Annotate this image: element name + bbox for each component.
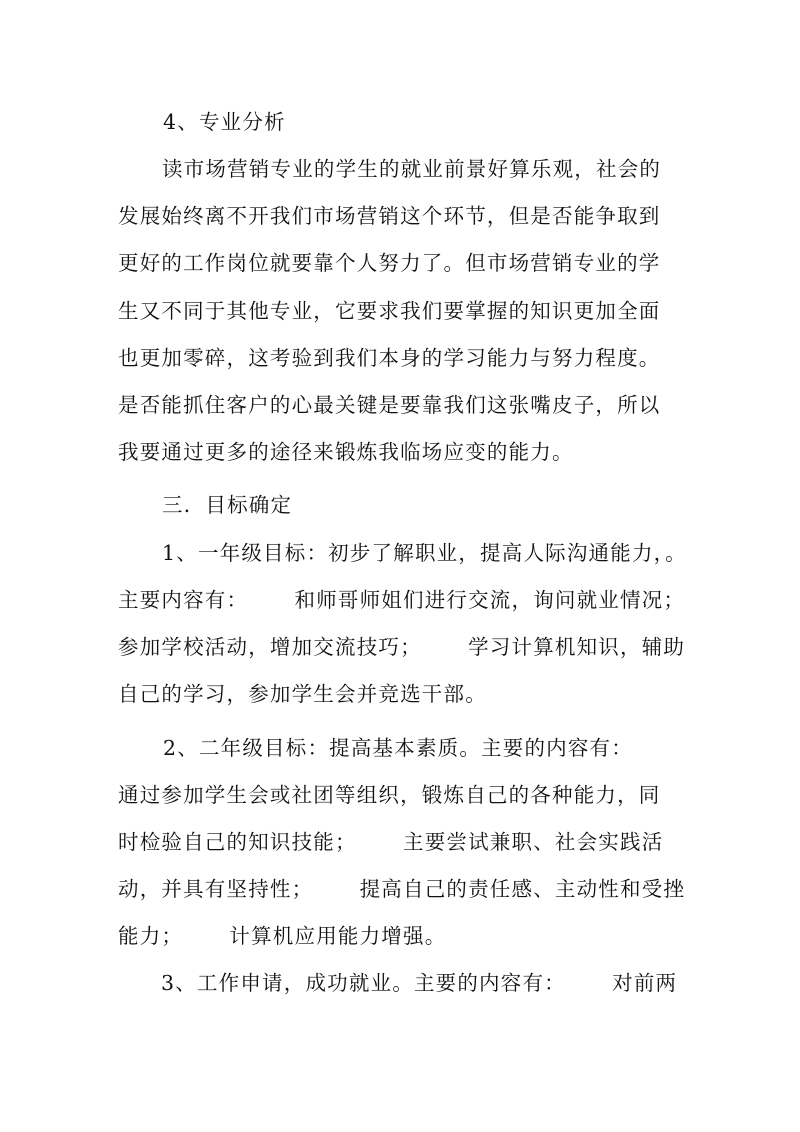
section-heading-goal-setting: 三．目标确定 [162, 493, 293, 517]
paragraph-line: 是否能抓住客户的心最关键是要靠我们这张嘴皮子，所以 [118, 393, 661, 417]
paragraph-line: 2、二年级目标：提高基本素质。主要的内容有： [163, 736, 633, 760]
paragraph-line: 自己的学习，参加学生会并竞选干部。 [118, 682, 487, 706]
paragraph-line: 更好的工作岗位就要靠个人努力了。但市场营销专业的学 [118, 251, 661, 275]
paragraph-line: 主要内容有： 和师哥师姐们进行交流，询问就业情况； [118, 588, 686, 612]
paragraph-line: 生又不同于其他专业，它要求我们要掌握的知识更加全面 [118, 299, 661, 323]
paragraph-line: 能力； 计算机应用能力增强。 [118, 924, 447, 948]
paragraph-line: 发展始终离不开我们市场营销这个环节，但是否能争取到 [118, 204, 661, 228]
paragraph-line: 1、一年级目标：初步了解职业，提高人际沟通能力，。 [162, 541, 687, 565]
paragraph-line: 参加学校活动，增加交流技巧； 学习计算机知识，辅助 [118, 635, 686, 659]
paragraph-line: 动，并具有坚持性； 提高自己的责任感、主动性和受挫 [118, 877, 686, 901]
paragraph-line: 读市场营销专业的学生的就业前景好算乐观，社会的 [162, 157, 662, 181]
paragraph-line: 也更加零碎，这考验到我们本身的学习能力与努力程度。 [118, 346, 661, 370]
paragraph-line: 3、工作申请，成功就业。主要的内容有： 对前两 [161, 971, 678, 995]
paragraph-line: 时检验自己的知识技能； 主要尝试兼职、社会实践活 [118, 830, 664, 854]
section-heading-major-analysis: 4、专业分析 [163, 110, 286, 134]
paragraph-line: 我要通过更多的途径来锻炼我临场应变的能力。 [118, 440, 574, 464]
paragraph-line: 通过参加学生会或社团等组织，锻炼自己的各种能力，同 [118, 783, 661, 807]
